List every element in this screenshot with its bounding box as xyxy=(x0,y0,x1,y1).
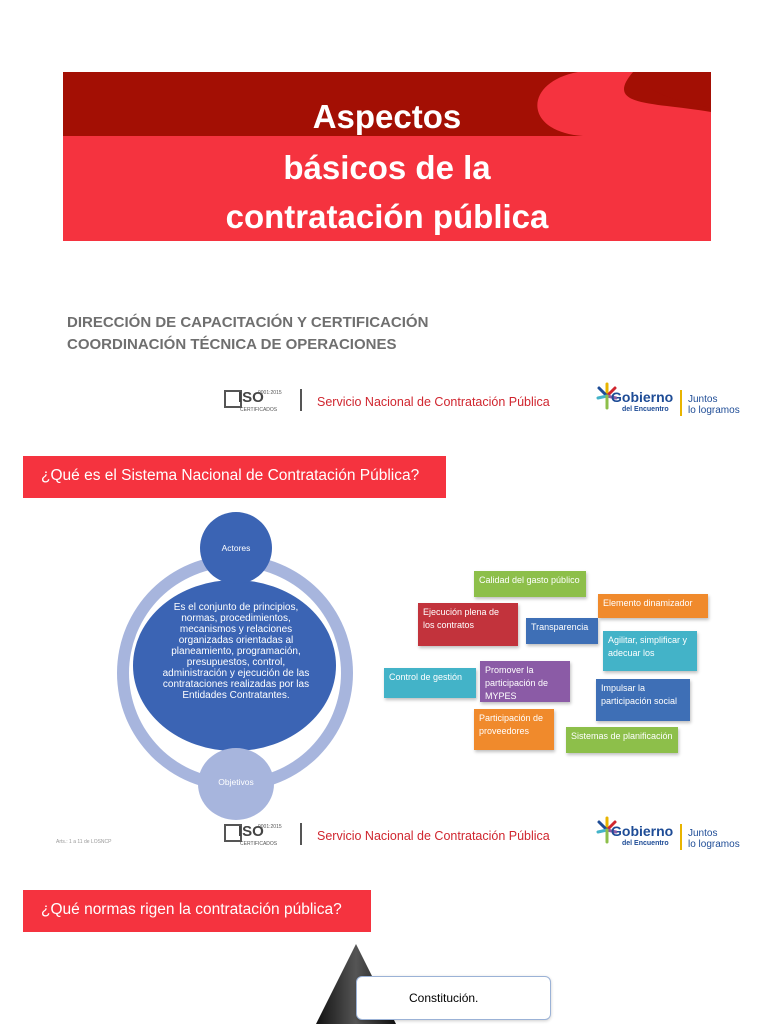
node-actores-label: Actores xyxy=(221,543,251,553)
pyramid-level-label: Constitución. xyxy=(409,991,479,1005)
motto-line-1: Juntos xyxy=(688,394,718,405)
footer-divider xyxy=(300,389,302,411)
motto-line-2: lo logramos xyxy=(688,405,740,416)
tag-agilitar: Agilitar, simplificar y adecuar los xyxy=(603,631,697,671)
iso-sub: CERTIFICADOS xyxy=(240,841,278,847)
gov-name: Gobierno xyxy=(611,389,674,405)
node-objetivos-label: Objetivos xyxy=(218,777,254,787)
question-normas: ¿Qué normas rigen la contratación pública? xyxy=(41,901,342,918)
subtitle-direction: DIRECCIÓN DE CAPACITACIÓN Y CERTIFICACIÓN xyxy=(67,314,429,331)
motto-line-2: lo logramos xyxy=(688,839,740,850)
iso-label: ISO xyxy=(238,823,264,840)
footer-logos xyxy=(224,388,754,424)
question-banner-normas xyxy=(23,890,371,932)
legal-footnote: Arts.: 1 a 11 de LOSNCP xyxy=(56,839,112,845)
footer-divider xyxy=(300,823,302,845)
iso-code: 9001:2015 xyxy=(258,824,282,830)
tag-sistemas-planificacion: Sistemas de planificación xyxy=(566,727,678,753)
question-sncp: ¿Qué es el Sistema Nacional de Contratación Pública? xyxy=(41,467,420,484)
node-objetivos xyxy=(198,748,274,820)
tag-participacion-proveedores: Participación de proveedores xyxy=(474,709,554,750)
tag-impulsar-participacion: Impulsar la participación social xyxy=(596,679,690,721)
iso-label: ISO xyxy=(238,389,264,406)
gov-name: Gobierno xyxy=(611,823,674,839)
title-line-2: básicos de la xyxy=(283,149,491,186)
iso-sub: CERTIFICADOS xyxy=(240,407,278,413)
title-line-3: contratación pública xyxy=(225,198,549,235)
title-line-1: Aspectos xyxy=(312,98,462,135)
motto-divider xyxy=(680,390,682,416)
title-banner xyxy=(63,72,711,241)
agency-name: Servicio Nacional de Contratación Pública xyxy=(317,395,550,409)
tag-calidad-gasto: Calidad del gasto público xyxy=(474,571,586,597)
tag-transparencia: Transparencia xyxy=(526,618,598,644)
node-actores xyxy=(200,512,272,584)
tag-promover-mypes: Promover la participación de MYPES xyxy=(480,661,570,702)
tag-elemento-dinamizador: Elemento dinamizador xyxy=(598,594,708,618)
iso-code: 9001:2015 xyxy=(258,390,282,396)
pyramid-level-constitucion xyxy=(356,976,551,1020)
tag-control-gestion: Control de gestión xyxy=(384,668,476,698)
footer-logos-2 xyxy=(224,822,754,858)
question-banner-sncp xyxy=(23,456,446,498)
agency-name: Servicio Nacional de Contratación Pública xyxy=(317,829,550,843)
subtitle-coordination: COORDINACIÓN TÉCNICA DE OPERACIONES xyxy=(67,336,397,353)
gov-sub: del Encuentro xyxy=(622,406,669,413)
motto-line-1: Juntos xyxy=(688,828,718,839)
gov-sub: del Encuentro xyxy=(622,840,669,847)
sncp-definition: Es el conjunto de principios, normas, procedimientos, mecanismos y relaciones organizadas orientadas al planeamiento, programación, presupuestos, control, administración y ejecución de las contrataciones realizadas por las Entidades Contratantes. xyxy=(162,602,310,701)
tag-ejecucion-contratos: Ejecución plena de los contratos xyxy=(418,603,518,646)
motto-divider xyxy=(680,824,682,850)
